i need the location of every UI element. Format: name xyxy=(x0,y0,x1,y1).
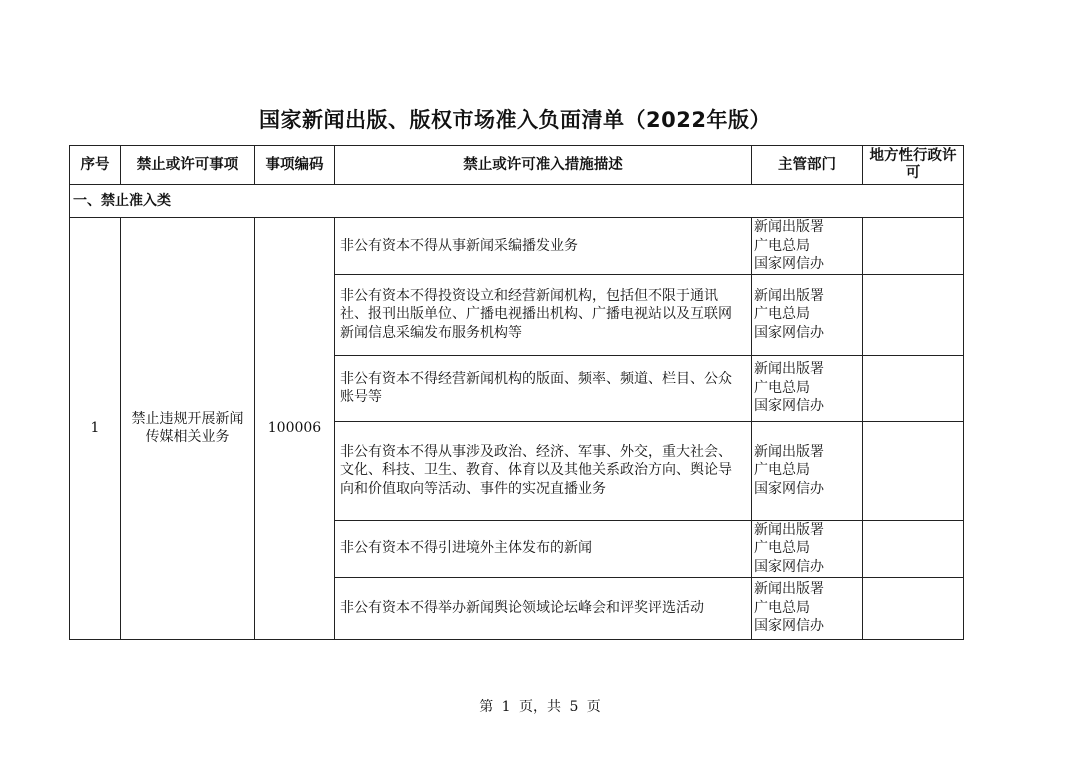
row-desc: 非公有资本不得引进境外主体发布的新闻 xyxy=(335,520,752,577)
dept-line: 广电总局 xyxy=(754,462,810,479)
row-dept xyxy=(752,577,863,639)
row-dept xyxy=(752,520,863,577)
row-dept xyxy=(752,218,863,275)
header-item: 禁止或许可事项 xyxy=(121,146,255,185)
row-local xyxy=(863,577,964,639)
dept-line: 广电总局 xyxy=(754,540,810,557)
dept-line: 广电总局 xyxy=(754,599,810,616)
dept-line: 国家网信办 xyxy=(754,480,824,497)
row-local xyxy=(863,520,964,577)
dept-line: 国家网信办 xyxy=(754,324,824,341)
row-desc: 非公有资本不得经营新闻机构的版面、频率、频道、栏目、公众账号等 xyxy=(335,355,752,421)
table-row xyxy=(70,218,964,275)
dept-line: 国家网信办 xyxy=(754,398,824,415)
row-desc: 非公有资本不得从事涉及政治、经济、军事、外交，重大社会、文化、科技、卫生、教育、体育以及其他关系政治方向、舆论导向和价值取向等活动、事件的实况直播业务 xyxy=(335,421,752,520)
negative-list-table xyxy=(69,145,964,640)
header-dept: 主管部门 xyxy=(752,146,863,185)
dept-line: 广电总局 xyxy=(754,306,810,323)
row-dept xyxy=(752,355,863,421)
row-desc: 非公有资本不得从事新闻采编播发业务 xyxy=(335,218,752,275)
group-code: 100006 xyxy=(255,218,335,640)
row-local xyxy=(863,274,964,355)
header-desc: 禁止或许可准入措施描述 xyxy=(335,146,752,185)
dept-line: 国家网信办 xyxy=(754,256,824,272)
header-code: 事项编码 xyxy=(255,146,335,185)
dept-line: 新闻出版署 xyxy=(754,361,824,378)
dept-line: 新闻出版署 xyxy=(754,521,824,538)
group-item: 禁止违规开展新闻传媒相关业务 xyxy=(121,218,255,640)
row-local xyxy=(863,355,964,421)
row-local xyxy=(863,218,964,275)
dept-line: 国家网信办 xyxy=(754,618,824,635)
dept-line: 国家网信办 xyxy=(754,558,824,575)
page-footer: 第 1 页，共 5 页 xyxy=(479,699,601,715)
section-row xyxy=(70,185,964,218)
dept-line: 广电总局 xyxy=(754,237,810,254)
header-row xyxy=(70,146,964,185)
row-dept xyxy=(752,421,863,520)
page-title: 国家新闻出版、版权市场准入负面清单（2022年版） xyxy=(259,108,771,132)
header-seq: 序号 xyxy=(70,146,121,185)
header-local: 地方性行政许可 xyxy=(863,146,964,185)
group-seq: 1 xyxy=(70,218,121,640)
dept-line: 新闻出版署 xyxy=(754,581,824,598)
row-local xyxy=(863,421,964,520)
section-label: 一、禁止准入类 xyxy=(70,185,964,218)
dept-line: 新闻出版署 xyxy=(754,443,824,460)
dept-line: 广电总局 xyxy=(754,379,810,396)
row-dept xyxy=(752,274,863,355)
dept-line: 新闻出版署 xyxy=(754,219,824,235)
dept-line: 新闻出版署 xyxy=(754,287,824,304)
row-desc: 非公有资本不得举办新闻舆论领域论坛峰会和评奖评选活动 xyxy=(335,577,752,639)
row-desc: 非公有资本不得投资设立和经营新闻机构，包括但不限于通讯社、报刊出版单位、广播电视播出机构、广播电视站以及互联网新闻信息采编发布服务机构等 xyxy=(335,274,752,355)
